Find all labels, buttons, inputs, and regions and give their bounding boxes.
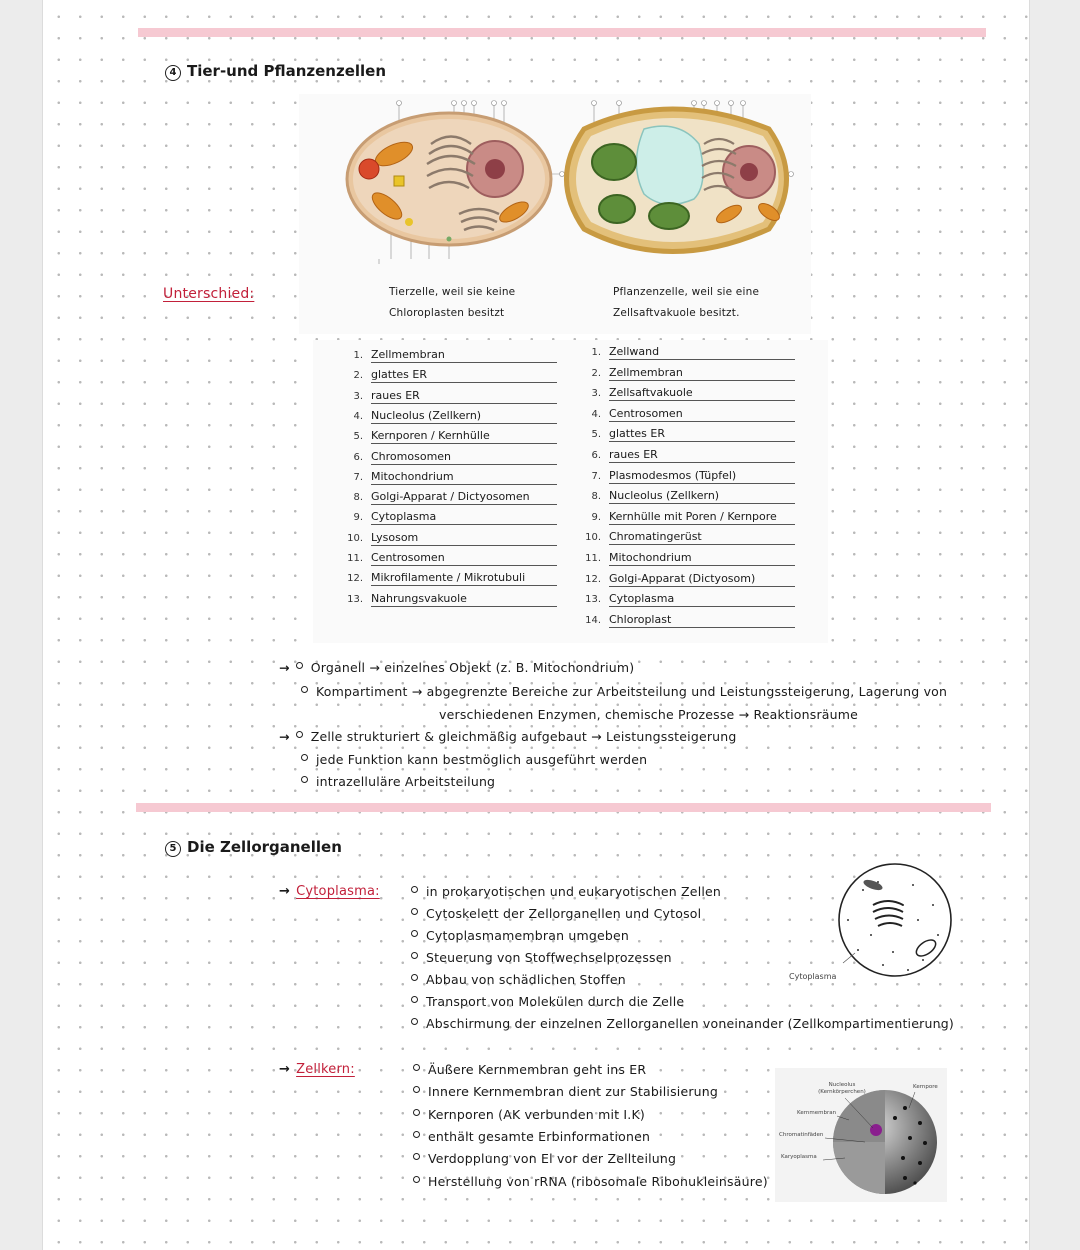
zellkern-figure: [775, 1068, 947, 1202]
legend-item: [341, 490, 557, 505]
bullet-icon: [301, 754, 308, 761]
legend-text: Lysosom: [371, 531, 557, 546]
bullet-icon: [301, 686, 308, 693]
animal-cell-diagram: [347, 113, 551, 245]
arrow-icon: →: [279, 729, 290, 744]
legend-number: 9.: [591, 511, 601, 523]
note-line: [301, 774, 495, 789]
legend-text: Nucleolus (Zellkern): [609, 489, 795, 504]
legend-item: [579, 407, 795, 422]
bullet-icon: [413, 1109, 420, 1116]
legend-text: Chromatingerüst: [609, 530, 795, 545]
legend-number: 8.: [353, 492, 363, 504]
list-item: [411, 928, 629, 943]
legend-number: 12.: [585, 573, 601, 585]
section-divider: [136, 803, 991, 812]
legend-item: [341, 389, 557, 404]
legend-text: Zellmembran: [371, 348, 557, 363]
section-title-text: Tier-und Pflanzenzellen: [187, 62, 387, 80]
list-item-text: in prokaryotischen und eukaryotischen Zellen: [426, 884, 722, 899]
list-item: [413, 1129, 650, 1144]
list-item-text: Äußere Kernmembran geht ins ER: [428, 1062, 647, 1077]
bullet-icon: [411, 1018, 418, 1025]
bullet-icon: [411, 996, 418, 1003]
legend-number: 6.: [591, 450, 601, 461]
list-item-text: Abbau von schädlichen Stoffen: [426, 972, 626, 987]
note-text: intrazelluläre Arbeitsteilung: [316, 774, 496, 789]
list-item: [413, 1062, 646, 1077]
legend-number: 14.: [585, 614, 601, 626]
cytoplasma-drawing: [783, 860, 953, 990]
legend-text: Nahrungsvakuole: [371, 592, 557, 607]
plant-cell-diagram: [567, 109, 787, 252]
legend-number: 12.: [347, 573, 363, 585]
legend-text: Golgi-Apparat / Dictyosomen: [371, 490, 557, 505]
legend-item: [341, 510, 557, 525]
legend-item: [341, 470, 557, 485]
bullet-icon: [413, 1086, 420, 1093]
note-text: Zelle strukturiert & gleichmäßig aufgebaut → Leistungssteigerung: [310, 729, 737, 744]
zellkern-heading: [279, 1062, 355, 1077]
list-item-text: enthält gesamte Erbinformationen: [428, 1128, 651, 1144]
legend-item: [341, 531, 557, 546]
legend-item: [341, 348, 557, 363]
section-title-text: Die Zellorganellen: [187, 838, 342, 856]
cell-diagram-panel: [299, 94, 811, 334]
list-item: [413, 1084, 718, 1099]
cytoplasma-figure: [783, 860, 953, 990]
legend-number: 6.: [353, 451, 363, 463]
list-item: [413, 1174, 768, 1189]
list-item: [413, 1107, 645, 1122]
note-text: Kompartiment → abgegrenzte Bereiche zur Arbeitsteilung und Leistungssteigerung, Lagerung von: [316, 684, 948, 699]
legend-text: Centrosomen: [609, 407, 795, 422]
list-item-text: Steuerung von Stoffwechselprozessen: [426, 950, 672, 965]
bullet-icon: [413, 1131, 420, 1138]
legend-number: 11.: [347, 553, 363, 564]
legend-number: 5.: [591, 429, 601, 441]
legend-item: [341, 551, 557, 566]
arrow-icon: →: [279, 660, 290, 675]
list-item-text: Cytoplasmamembran umgeben: [426, 928, 630, 943]
legend-number: 8.: [591, 491, 601, 503]
legend-text: Zellmembran: [609, 366, 795, 381]
legend-number: 3.: [591, 388, 601, 400]
legend-item: [579, 510, 795, 525]
list-item-text: Cytoskelett der Zellorganellen und Cytosol: [426, 906, 702, 921]
list-item-text: Herstellung von rRNA (ribosomale Ribonukleinsäure): [428, 1173, 768, 1189]
section-5-title: [165, 838, 342, 857]
difference-label: Unterschied:: [163, 286, 255, 302]
note-text: Organell → einzelnes Objekt (z. B. Mitochondrium): [310, 660, 635, 675]
list-item: [411, 950, 672, 965]
bullet-icon: [413, 1064, 420, 1071]
chromatin-label: Chromatinfäden: [779, 1132, 824, 1138]
legend-text: glattes ER: [609, 427, 795, 442]
legend-item: [579, 489, 795, 504]
legend-text: Nucleolus (Zellkern): [371, 409, 557, 424]
kernpore-label: Kernpore: [913, 1084, 938, 1090]
list-item: [411, 972, 626, 987]
legend-text: Centrosomen: [371, 551, 557, 566]
legend-number: 13.: [585, 594, 601, 606]
legend-item: [341, 429, 557, 444]
legend-number: 9.: [353, 512, 363, 524]
note-line: [279, 660, 634, 675]
legend-item: [579, 551, 795, 566]
legend-text: Kernporen / Kernhülle: [371, 429, 557, 444]
bullet-icon: [411, 908, 418, 915]
animal-cell-caption: Tierzelle, weil sie keine Chloroplasten besitzt: [389, 286, 516, 319]
bullet-icon: [413, 1176, 420, 1183]
bullet-icon: [411, 952, 418, 959]
bullet-icon: [411, 886, 418, 893]
bullet-icon: [411, 974, 418, 981]
note-line: [439, 707, 858, 722]
section-divider: [138, 28, 986, 37]
karyoplasma-label: Karyoplasma: [781, 1154, 817, 1160]
legend-item: [341, 450, 557, 465]
legend-number: 3.: [353, 390, 363, 402]
bullet-icon: [296, 662, 303, 669]
zellkern-label: Zellkern:: [296, 1062, 355, 1077]
arrow-icon: →: [279, 884, 291, 899]
list-item-text: Transport von Molekülen durch die Zelle: [426, 994, 685, 1009]
legend-number: 10.: [347, 532, 363, 544]
cytoplasma-figure-label: Cytoplasma: [789, 972, 837, 981]
list-item-text: Innere Kernmembran dient zur Stabilisierung: [428, 1084, 719, 1100]
legend-item: [341, 409, 557, 424]
legend-text: Cytoplasma: [609, 592, 795, 607]
legend-item: [579, 345, 795, 360]
bullet-icon: [296, 731, 303, 738]
legend-item: [341, 368, 557, 383]
kernmembran-label: Kernmembran: [797, 1110, 837, 1116]
legend-number: 11.: [585, 553, 601, 564]
list-item: [411, 994, 684, 1009]
legend-text: glattes ER: [371, 368, 557, 383]
legend-item: [341, 592, 557, 607]
legend-text: Zellsaftvakuole: [609, 386, 795, 401]
section-4-title: [165, 62, 386, 81]
bullet-icon: [411, 930, 418, 937]
arrow-icon: →: [279, 1062, 291, 1077]
section-number-badge: 4: [165, 65, 181, 81]
cytoplasma-label: Cytoplasma:: [296, 884, 380, 899]
legend-text: Chloroplast: [609, 613, 795, 628]
plant-cell-caption: Pflanzenzelle, weil sie eine Zellsaftvakuole besitzt.: [613, 286, 760, 319]
list-item-text: Kernporen (AK verbunden mit I.K): [428, 1106, 645, 1122]
legend-number: 2.: [591, 367, 601, 379]
list-item: [411, 906, 701, 921]
legend-text: Cytoplasma: [371, 510, 557, 525]
note-line: [301, 752, 647, 767]
list-item: [413, 1151, 676, 1166]
legend-item: [579, 613, 795, 628]
legend-number: 13.: [347, 593, 363, 605]
legend-number: 1.: [353, 350, 363, 361]
legend-text: Golgi-Apparat (Dictyosom): [609, 572, 795, 587]
list-item: [411, 884, 721, 899]
bullet-icon: [301, 776, 308, 783]
legend-item: [579, 386, 795, 401]
legend-text: Mitochondrium: [609, 551, 795, 566]
legend-item: [579, 366, 795, 381]
legend-number: 10.: [585, 532, 601, 544]
note-line: [301, 684, 947, 699]
legend-item: [579, 572, 795, 587]
note-text: verschiedenen Enzymen, chemische Prozesse → Reaktionsräume: [439, 707, 859, 722]
legend-item: [579, 592, 795, 607]
legend-number: 5.: [353, 431, 363, 443]
notebook-page: [42, 0, 1030, 1250]
legend-text: raues ER: [609, 448, 795, 463]
note-text: jede Funktion kann bestmöglich ausgeführt werden: [316, 752, 648, 767]
bullet-icon: [413, 1153, 420, 1160]
note-line: [279, 729, 737, 744]
legend-text: Zellwand: [609, 345, 795, 360]
legend-text: Kernhülle mit Poren / Kernpore: [609, 510, 795, 525]
legend-panel: [313, 340, 828, 643]
legend-number: 4.: [591, 408, 601, 420]
legend-number: 1.: [591, 347, 601, 358]
cytoplasma-heading: [279, 884, 380, 899]
legend-item: [579, 448, 795, 463]
legend-item: [579, 530, 795, 545]
legend-number: 7.: [353, 471, 363, 483]
legend-number: 2.: [353, 370, 363, 382]
legend-item: [579, 427, 795, 442]
legend-text: raues ER: [371, 389, 557, 404]
nucleolus-label: Nucleolus (Kernkörperchen): [818, 1082, 866, 1095]
legend-number: 4.: [353, 410, 363, 422]
legend-text: Mikrofilamente / Mikrotubuli: [371, 571, 557, 586]
list-item-text: Abschirmung der einzelnen Zellorganellen voneinander (Zellkompartimentierung): [426, 1016, 954, 1031]
legend-text: Mitochondrium: [371, 470, 557, 485]
legend-number: 7.: [591, 470, 601, 482]
list-item: [411, 1016, 954, 1031]
legend-item: [579, 469, 795, 484]
list-item-text: Verdopplung von El vor der Zellteilung: [428, 1151, 677, 1167]
section-number-badge: 5: [165, 841, 181, 857]
legend-text: Plasmodesmos (Tüpfel): [609, 469, 795, 484]
legend-item: [341, 571, 557, 586]
legend-text: Chromosomen: [371, 450, 557, 465]
